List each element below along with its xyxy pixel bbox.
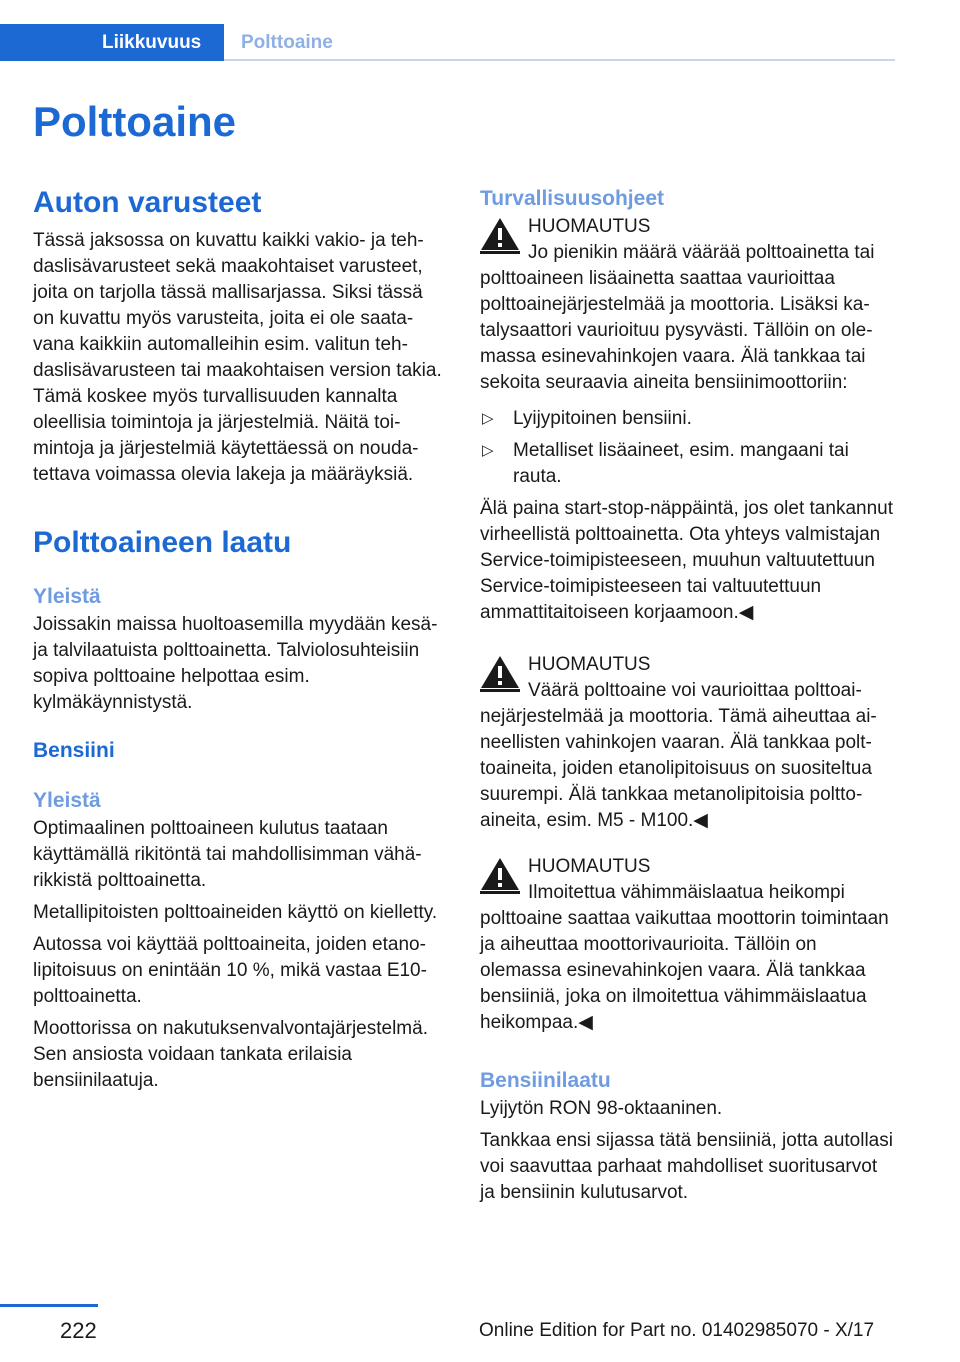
petrol-paragraph-1: Optimaalinen polttoaineen kulutus taataan käyttämällä rikitöntä tai mahdollisimman vähärikkistä polttoainetta.	[33, 818, 422, 891]
general-text: Joissakin maissa huoltoasemilla myydään kesä- ja talvilaatuista polttoainetta. Talviolosuhteisiin sopiva polttoaine helpottaa esim. kylmäkäynnistystä.	[33, 614, 438, 713]
warning-note-3	[480, 854, 895, 1036]
left-column	[33, 184, 447, 1094]
header-tabs	[0, 24, 895, 61]
list-item-text: Lyijypitoinen bensiini.	[513, 408, 692, 429]
warning-triangle-icon	[480, 216, 520, 254]
note-1-text: Jo pienikin määrä väärää polttoainetta tai polttoaineen lisäainetta saattaa vaurioittaa polttoainejärjestelmää ja moottoria. Lisäksi katalysaattori vaurioituu pysyvästi. Tällöin on olemassa esinevahinkojen vaara. Älä tankkaa tai sekoita seuraavia aineita bensiinimoottoriin:	[480, 242, 875, 393]
grade-paragraph-2: Tankkaa ensi sijassa tätä bensiiniä, jotta autollasi voi saavuttaa parhaat mahdolliset suoritusarvot ja bensiinin kulutusarvot.	[480, 1130, 893, 1203]
page-number: 222	[60, 1318, 97, 1343]
subheading-petrol: Bensiini	[33, 739, 115, 762]
note-3-text: Ilmoitettua vähimmäislaatua heikompi polttoaine saattaa vaikuttaa moottorin toimintaan ja aiheuttaa moottorivaurioita. Tällöin on olemassa esinevahinkojen vaara. Älä tankkaa bensiiniä, joka on ilmoitettua vähimmäislaatua heikompaa.◀	[480, 882, 889, 1033]
warning-triangle-icon	[480, 654, 520, 692]
subheading-petrol-general: Yleistä	[33, 789, 101, 812]
grade-paragraph-1: Lyijytön RON 98-oktaaninen.	[480, 1098, 723, 1119]
warning-triangle-icon	[480, 856, 520, 894]
warning-note-2	[480, 652, 895, 834]
list-item	[480, 406, 895, 432]
petrol-paragraph-3: Autossa voi käyttää polttoaineita, joiden etanolipitoisuus on enintään 10 %, mikä vastaa E10-polttoainetta.	[33, 934, 427, 1007]
tab-liikkuvuus[interactable]: Liikkuvuus	[0, 24, 224, 61]
tab-underline	[224, 59, 895, 61]
page-title: Polttoaine	[33, 98, 237, 145]
petrol-paragraph-4: Moottorissa on nakutuksenvalvontajärjestelmä. Sen ansiosta voidaan tankata erilaisia bensiinilaatuja.	[33, 1018, 428, 1091]
section-title-equipment: Auton varusteet	[33, 186, 262, 219]
note-2-text: Väärä polttoaine voi vaurioittaa polttoainejärjestelmää ja moottoria. Tämä aiheuttaa aineellisten vahinkojen vaaran. Älä tankkaa polttoaineita, joiden etanolipitoisuus on suositeltua suurempi. Älä tankkaa metanolipitoisia polttoaineita, esim. M5 - M100.◀	[480, 680, 877, 831]
footer-rule	[0, 1304, 98, 1307]
section-title-fuel-quality: Polttoaineen laatu	[33, 526, 292, 559]
bullet-list	[480, 406, 895, 490]
petrol-paragraph-2: Metallipitoisten polttoaineiden käyttö on kielletty.	[33, 902, 438, 923]
subheading-petrol-grade: Bensiinilaatu	[480, 1069, 611, 1092]
triangle-bullet-icon: ▷	[482, 442, 494, 459]
list-item	[480, 438, 895, 490]
right-column	[480, 184, 895, 1206]
subheading-general: Yleistä	[33, 585, 101, 608]
list-item-text: Metalliset lisäaineet, esim. mangaani tai rauta.	[513, 440, 849, 487]
warning-note-1	[480, 214, 895, 626]
equipment-text: Tässä jaksossa on kuvattu kaikki vakio- ja tehdaslisävarusteet sekä maakohtaiset varusteet, joita on tarjolla tässä mallisarjassa. Siksi tässä on kuvattu myös varusteita, joita ei ole saatavana kaikkiin automalleihin esim. valitun tehdaslisävarusteen tai maakohtaisen version takia. Tämä koskee myös turvallisuuden kannalta oleellisia toimintoja ja järjestelmiä. Näitä toimintoja ja järjestelmiä käytettäessä on noudatettava voimassa olevia lakeja ja määräyksiä.	[33, 230, 442, 485]
note-heading: HUOMAUTUS	[528, 856, 651, 877]
subheading-safety: Turvallisuusohjeet	[480, 187, 664, 210]
note-heading: HUOMAUTUS	[528, 654, 651, 675]
edition-note: Online Edition for Part no. 01402985070 - X/17	[479, 1320, 875, 1341]
triangle-bullet-icon: ▷	[482, 410, 494, 427]
note-heading: HUOMAUTUS	[528, 216, 651, 237]
note-1-after-text: Älä paina start-stop-näppäintä, jos olet tankannut virheellistä polttoainetta. Ota yhteys valmistajan Service-toimipisteeseen, muuhun valtuutettuun Service-toimipisteeseen tai valtuutettuun ammattitaitoiseen korjaamoon.◀	[480, 498, 893, 623]
tab-polttoaine[interactable]: Polttoaine	[241, 32, 333, 53]
